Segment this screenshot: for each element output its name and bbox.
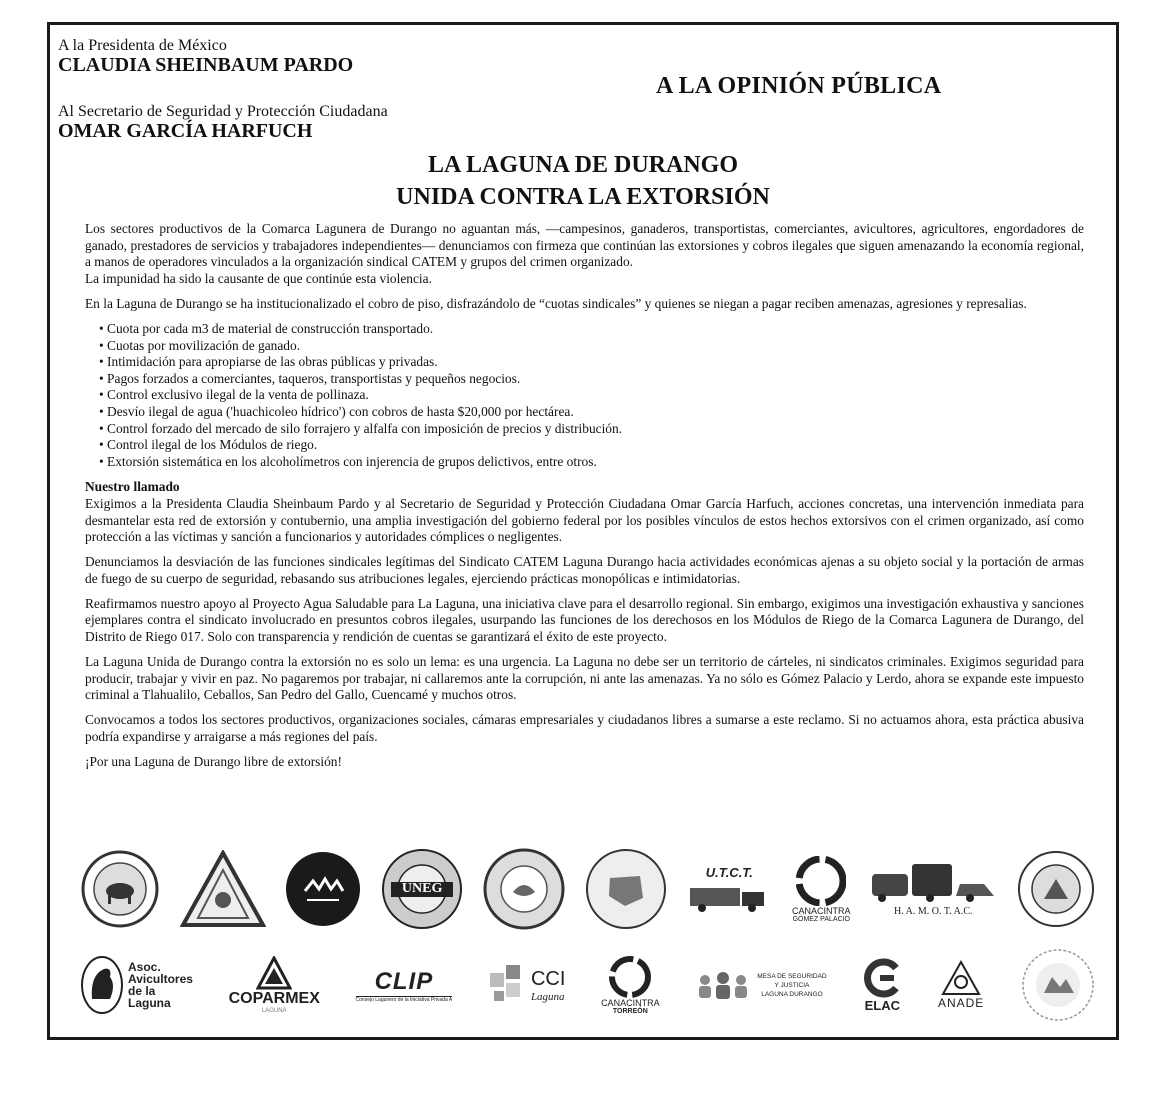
closing-line: ¡Por una Laguna de Durango libre de extorsión!: [85, 754, 342, 770]
people-group-icon: [695, 970, 751, 1000]
union-ganadera-regional-logo: [585, 848, 667, 930]
mountains-icon: [285, 851, 361, 927]
call-paragraph-3: Reafirmamos nuestro apoyo al Proyecto Agua Saludable para La Laguna, una iniciativa clave para el desarrollo regional. Sin embargo, exigimos una investigación exhaustiva y sanciones ejemplares contra el sindicato involucrado en presuntos cobros ilegales, usurpando las funciones de los derechosos en los Módulos de Riego de la Comarca Lagunera de Durango, del Distrito de Riego 017. Solo con transparencia y rendición de cuentas se garantizará el éxito de este proyecto.: [85, 595, 1084, 645]
secretary-label: Al Secretario de Seguridad y Protección Ciudadana: [58, 103, 388, 120]
anade-logo: [938, 960, 984, 1010]
uneg-logo: [381, 848, 463, 930]
president-label: A la Presidenta de México: [58, 37, 227, 54]
hamot-logo: [870, 862, 996, 917]
clip-sub: Consejo Lagunero de la Iniciativa Privada A: [355, 996, 453, 1003]
cow-seal-icon: [80, 849, 160, 929]
list-item: • Control exclusivo ilegal de la venta de pollinaza.: [99, 387, 1084, 404]
cci-cubes-icon: [488, 963, 528, 1007]
coparmex-logo: [229, 956, 320, 1014]
anade-triangle-icon: [941, 960, 981, 996]
advertisement-frame: [47, 22, 1119, 1040]
canacintra-torreon-label: CANACINTRA: [601, 997, 660, 1008]
recycle-circle-icon: [796, 856, 846, 906]
call-paragraph-4: La Laguna Unida de Durango contra la extorsión no es solo un lema: es una urgencia. La Laguna no debe ser un territorio de cárteles, ni sindicatos criminales. Exigimos seguridad para producir, trabajar y vivir en paz. No pagaremos por trabajar, ni callaremos ante la corrupción, ni ante las amenazas. Ya no sólo es Gómez Palacio y Lerdo, ahora se expande este impuesto criminal a Tlahualilo, Ceballos, San Pedro del Gallo, Cuencamé y muchos otros.: [85, 654, 1084, 703]
body-text: [85, 221, 1084, 779]
list-item: • Intimidación para apropiarse de las obras públicas y privadas.: [99, 354, 1084, 371]
list-item: • Cuota por cada m3 de material de construcción transportado.: [99, 321, 1084, 338]
region-seal-icon: [1020, 947, 1096, 1023]
public-opinion-heading: A LA OPINIÓN PÚBLICA: [656, 73, 942, 99]
clip-logo: [356, 968, 453, 1003]
avicultores-line-2: Avicultores: [128, 972, 193, 986]
president-name: CLAUDIA SHEINBAUM PARDO: [58, 54, 354, 76]
cci-sub: Laguna: [530, 990, 565, 1003]
call-heading: Nuestro llamado: [85, 479, 180, 495]
coparmex-sub: LAGUNA: [261, 1008, 287, 1014]
mesa-seguridad-logo: [695, 970, 826, 1000]
mesa-line-3: LAGUNA DURANGO: [761, 990, 823, 998]
consejo-agropecuario-logo: [285, 851, 361, 927]
irrigation-seal-icon: [1016, 849, 1096, 929]
cci-label: CCI: [530, 967, 566, 990]
list-item: • Desvío ilegal de agua ('huachicoleo hídrico') con cobros de hasta $20,000 por hectárea.: [99, 404, 1084, 421]
triangle-emblem-icon: [180, 850, 266, 928]
call-paragraph-2: Denunciamos la desviación de las funciones sindicales legítimas del Sindicato CATEM Laguna Durango hacia actividades económicas ajenas a su objeto social y la portación de armas de fuego de su cuerpo de seguridad, rebasando sus atribuciones legales, ejerciendo prácticas monopólicas e intimidatorias.: [85, 554, 1084, 586]
truck-icon: [686, 880, 772, 914]
cci-laguna-logo: [488, 963, 565, 1007]
hamot-label: H. A. M. O. T. A.C.: [894, 905, 973, 917]
secretary-name: OMAR GARCÍA HARFUCH: [58, 120, 313, 142]
region-lagunera-seal-logo: [1020, 947, 1096, 1023]
avicultores-line-3: de la: [128, 984, 156, 998]
avicultores-line-4: Laguna: [128, 996, 171, 1010]
utct-logo: [686, 865, 772, 914]
list-item: • Extorsión sistemática en los alcoholímetros con injerencia de grupos delictivos, entre otros.: [99, 454, 1084, 471]
intro-paragraph: [85, 221, 1084, 287]
gomez-palacio-cattle-association-logo: [80, 849, 160, 929]
uneg-label: UNEG: [401, 881, 443, 896]
mesa-line-1: MESA DE SEGURIDAD: [757, 972, 827, 980]
recycle-circle-icon: [607, 956, 653, 998]
logos-row-1: [80, 845, 1096, 933]
rooster-icon: [80, 955, 124, 1015]
canacintra-torreon-logo: [601, 956, 660, 1015]
asociacion-avicultores-logo: [80, 955, 193, 1015]
triangle-association-logo: [180, 850, 266, 928]
logos-row-2: [80, 945, 1096, 1025]
canacintra-torreon-city: TORREÓN: [612, 1007, 648, 1015]
piso-paragraph: En la Laguna de Durango se ha institucionalizado el cobro de piso, disfrazándolo de “cuotas sindicales” y quienes se niegan a pagar reciben amenazas, agresiones y represalias.: [85, 295, 1027, 311]
headline: [50, 149, 1116, 213]
list-item: • Cuotas por movilización de ganado.: [99, 338, 1084, 355]
headline-line-1: LA LAGUNA DE DURANGO: [427, 152, 739, 178]
extortion-list: [85, 321, 1084, 470]
list-item: • Pagos forzados a comerciantes, taqueros, transportistas y pequeños negocios.: [99, 371, 1084, 388]
mesa-line-2: Y JUSTICIA: [774, 981, 810, 989]
anade-label: ANADE: [937, 996, 985, 1010]
vehicles-icon: [870, 862, 996, 906]
canacintra-gomez-palacio-logo: [792, 856, 851, 923]
president-address: [58, 37, 353, 76]
elac-arc-icon: [862, 958, 902, 998]
call-paragraph-1: Exigimos a la Presidenta Claudia Sheinbaum Pardo y al Secretario de Seguridad y Protección Ciudadana Omar García Harfuch, acciones concretas, una intervención inmediata para desmantelar esta red de extorsión y contubernio, una amplia investigación del gobierno federal por los posibles vínculos de estos hechos extorsivos con el crimen organizado, así como protección a las víctimas y sanción a funcionarios y autoridades cómplices o negligentes.: [85, 495, 1084, 545]
asociacion-ganadera-logo: [483, 848, 565, 930]
coparmex-emblem-icon: [256, 956, 292, 990]
clip-label: CLIP: [374, 967, 434, 995]
headline-line-2: UNIDA CONTRA LA EXTORSIÓN: [396, 184, 770, 210]
utct-label: U.T.C.T.: [705, 864, 753, 880]
list-item: • Control ilegal de los Módulos de riego.: [99, 437, 1084, 454]
secretary-address: [58, 103, 388, 142]
canacintra-gp-city: GÓMEZ PALACIO: [792, 915, 850, 923]
modulos-de-riego-logo: [1016, 849, 1096, 929]
regional-seal-icon: [585, 848, 667, 930]
elac-label: ELAC: [864, 997, 900, 1013]
ganadera-seal-icon: [483, 848, 565, 930]
impunity-text: La impunidad ha sido la causante de que continúe esta violencia.: [85, 270, 432, 286]
canacintra-gp-label: CANACINTRA: [792, 905, 851, 916]
list-item: • Control forzado del mercado de silo forrajero y alfalfa con imposición de precios y distribución.: [99, 421, 1084, 438]
elac-logo: [862, 958, 902, 1013]
call-paragraph-5: Convocamos a todos los sectores productivos, organizaciones sociales, cámaras empresariales y ciudadanos libres a sumarse a este reclamo. Si no actuamos ahora, esta práctica abusiva podría expandirse y arraigarse a más regiones del país.: [85, 712, 1084, 745]
coparmex-label: COPARMEX: [228, 990, 320, 1007]
avicultores-line-1: Asoc.: [128, 960, 161, 974]
intro-text: Los sectores productivos de la Comarca Lagunera de Durango no aguantan más, —campesinos, ganaderos, transportistas, comerciantes, avicultores, agricultores, engordadores de ganado, prestadores de servicios y trabajadores independientes— denunciamos con firmeza que continúan las extorsiones y cobros ilegales que siguen amenazando la economía regional, a manos de operadores vinculados a la organización sindical CATEM y grupos del crimen organizado.: [85, 221, 1084, 270]
